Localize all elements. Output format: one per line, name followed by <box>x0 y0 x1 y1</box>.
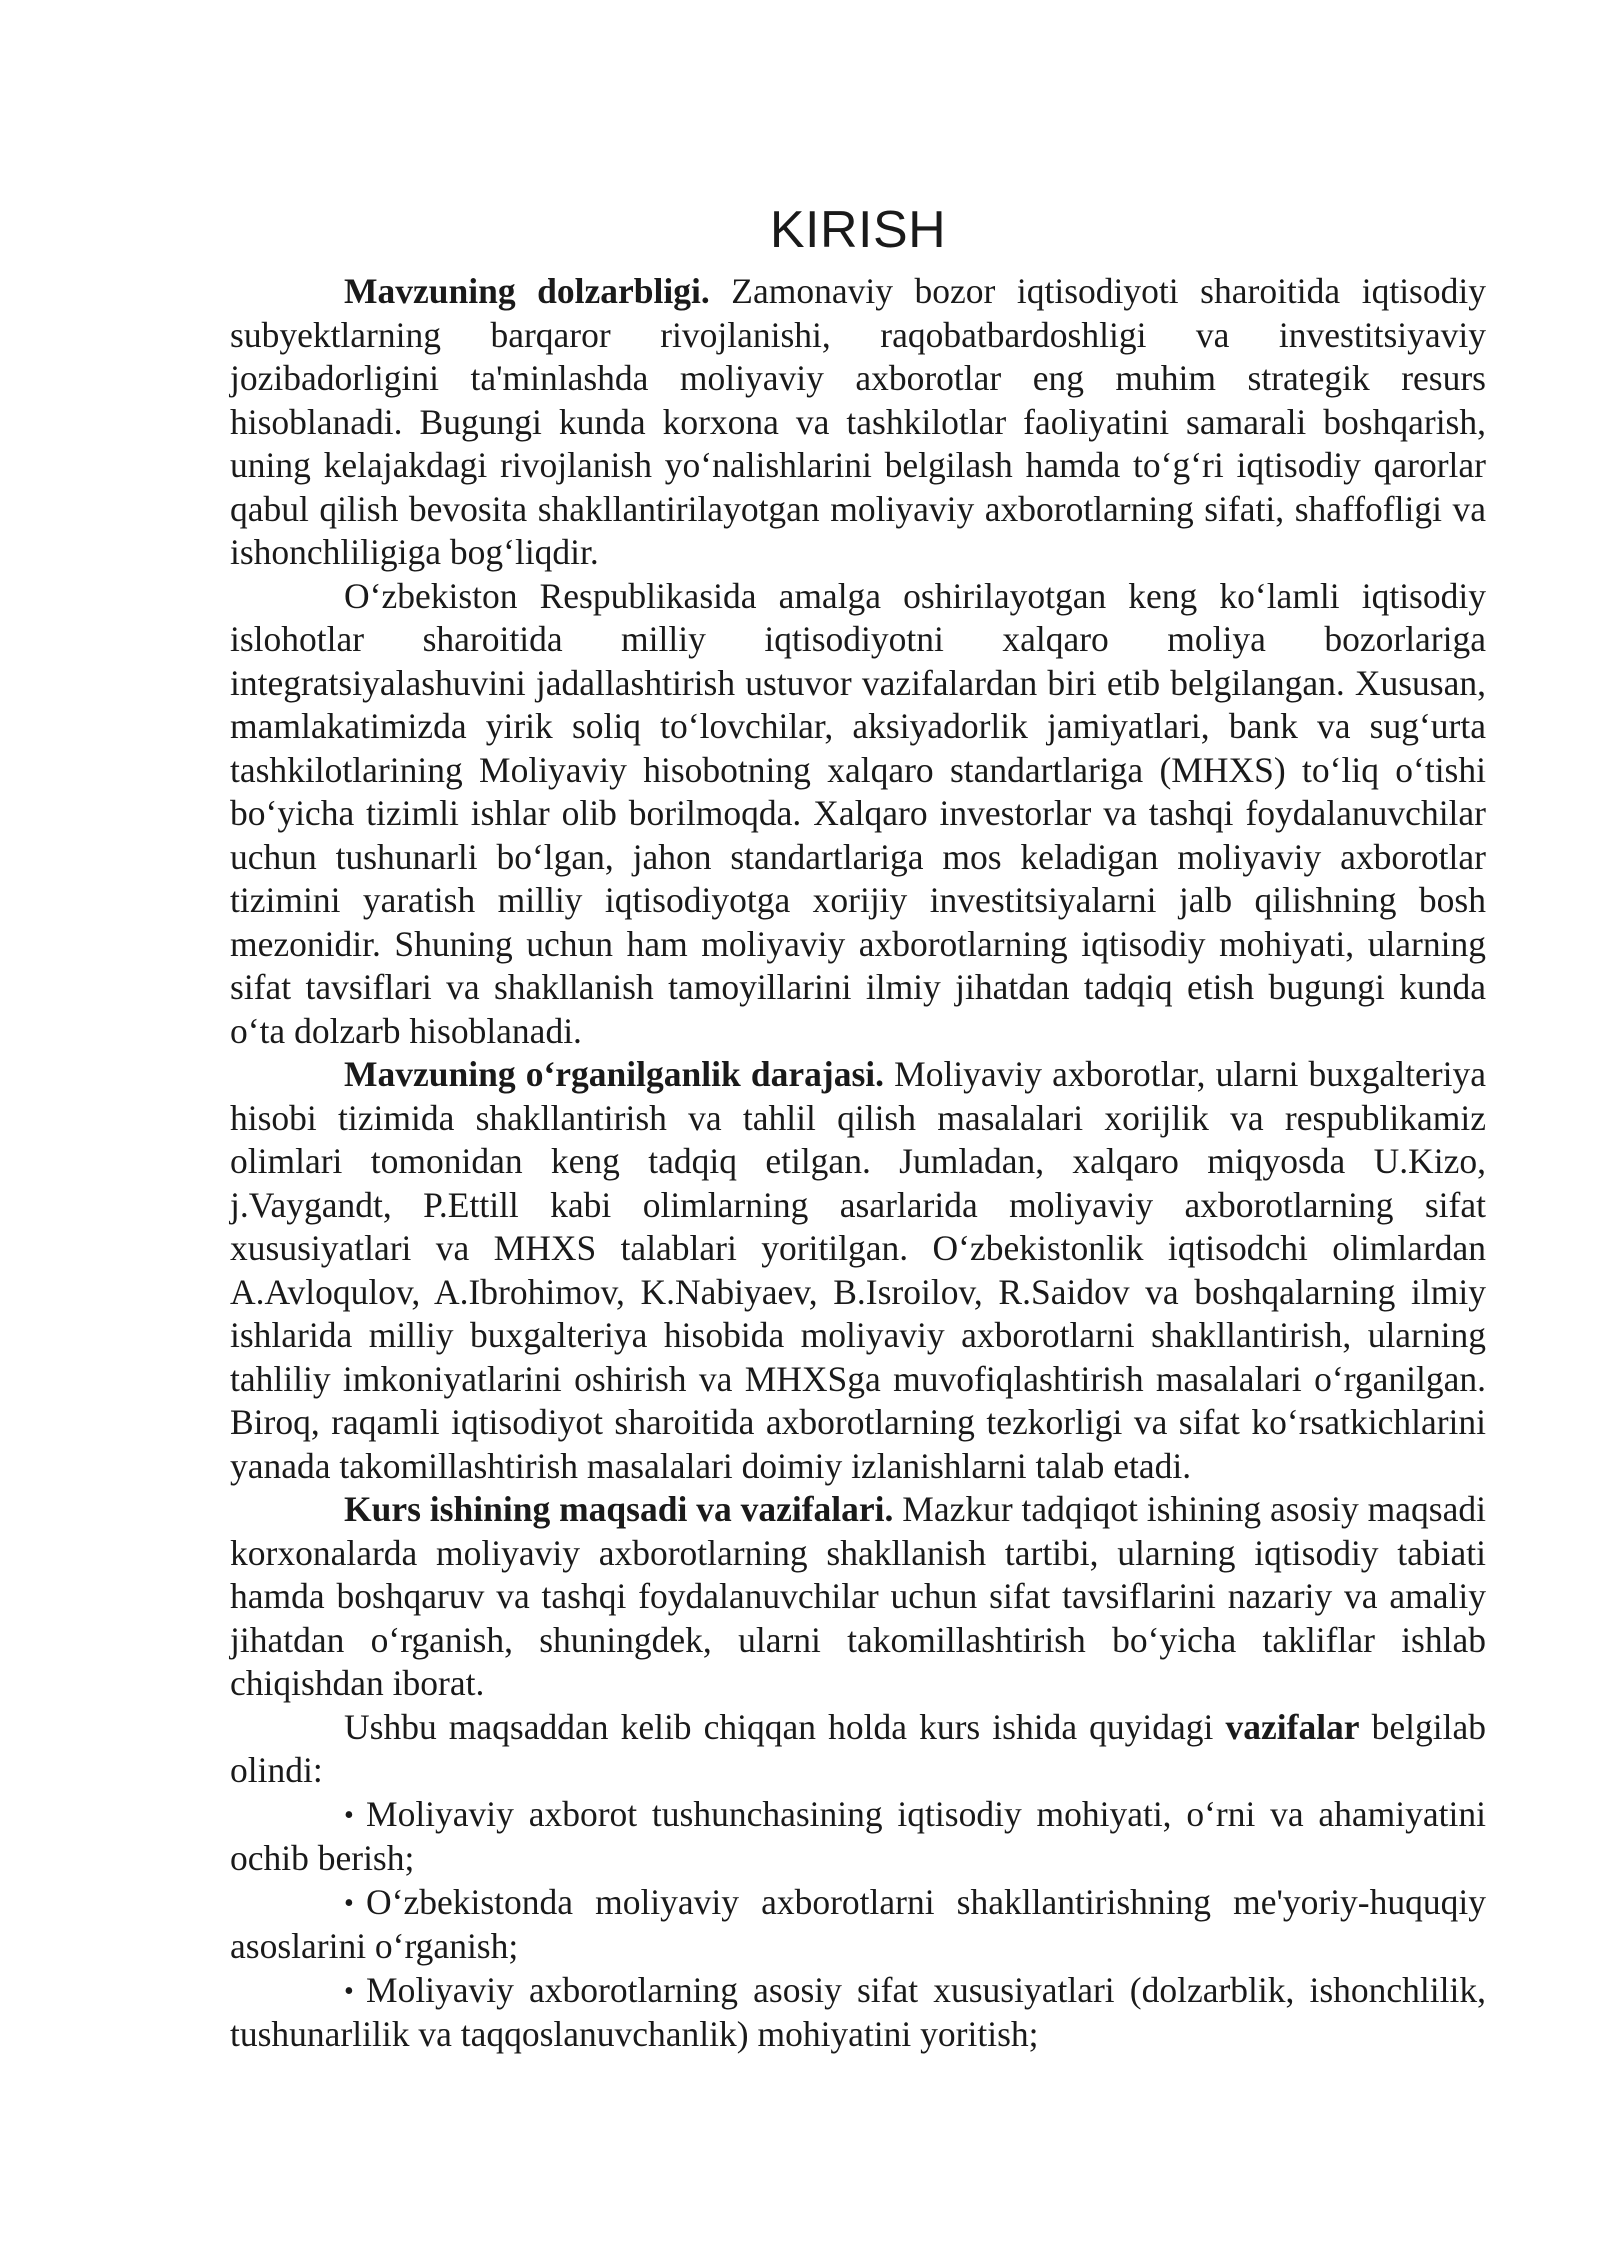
section-heading-relevance: Mavzuning dolzarbligi. <box>344 271 710 311</box>
list-item <box>230 1793 1486 1881</box>
section-heading-study-level: Mavzuning o‘rganilganlik darajasi. <box>344 1054 884 1094</box>
tasks-list <box>230 1793 1486 2057</box>
section-heading-goal: Kurs ishining maqsadi va vazifalari. <box>344 1489 894 1529</box>
paragraph-relevance <box>230 270 1486 575</box>
paragraph-goal <box>230 1488 1486 1706</box>
list-item-text: Moliyaviy axborot tushunchasining iqtisodiy mohiyati, o‘rni va ahamiyatini ochib berish; <box>230 1793 1486 1878</box>
paragraph-text: Mazkur tadqiqot ishining asosiy maqsadi korxonalarda moliyaviy axborotlarning shakllanish tartibi, ularning iqtisodiy tabiati hamda boshqaruv va tashqi foydalanuvchilar uchun sifat tavsiflarini nazariy va amaliy jihatdan o‘rganish, shuningdek, ularni takomillashtirish bo‘yicha takliflar ishlab chiqishdan iborat. <box>230 1489 1486 1703</box>
bullet-icon: • <box>344 1799 354 1831</box>
list-item-text: O‘zbekistonda moliyaviy axborotlarni shakllantirishning me'yoriy-huquqiy asoslarini o‘rganish; <box>230 1881 1486 1966</box>
paragraph-text: Moliyaviy axborotlar, ularni buxgalteriya hisobi tizimida shakllantirish va tahlil qilish masalalari xorijlik va respublikamiz olimlari tomonidan keng tadqiq etilgan. Jumladan, xalqaro miqyosda U.Kizo, j.Vaygandt, P.Ettill kabi olimlarning asarlarida moliyaviy axborotlarning sifat xususiyatlari va MHXS talablari yoritilgan. O‘zbekistonlik iqtisodchi olimlardan A.Avloqulov, A.Ibrohimov, K.Nabiyaev, B.Isroilov, R.Saidov va boshqalarning ilmiy ishlarida milliy buxgalteriya hisobida moliyaviy axborotlarni shakllantirish, ularning tahliliy imkoniyatlarini oshirish va MHXSga muvofiqlashtirish masalalari o‘rganilgan. Biroq, raqamli iqtisodiyot sharoitida axborotlarning tezkorligi va sifat ko‘rsatkichlarini yanada takomillashtirish masalalari doimiy izlanishlarni talab etadi. <box>230 1054 1486 1486</box>
bullet-icon: • <box>344 1887 354 1919</box>
paragraph-text: Ushbu maqsaddan kelib chiqqan holda kurs ishida quyidagi <box>344 1706 1226 1747</box>
paragraph-study-level <box>230 1053 1486 1488</box>
document-page <box>230 198 1486 2057</box>
bullet-icon: • <box>344 1975 354 2007</box>
tasks-keyword: vazifalar <box>1225 1706 1360 1747</box>
list-item <box>230 1881 1486 1969</box>
paragraph-reforms <box>230 575 1486 1054</box>
list-item <box>230 1969 1486 2057</box>
paragraph-text: Zamonaviy bozor iqtisodiyoti sharoitida iqtisodiy subyektlarning barqaror rivojlanishi, raqobatbardoshligi va investitsiyaviy jozibadorligini ta'minlashda moliyaviy axborotlar eng muhim strategik resurs hisoblanadi. Bugungi kunda korxona va tashkilotlar faoliyatini samarali boshqarish, uning kelajakdagi rivojlanish yo‘nalishlarini belgilash hamda to‘g‘ri iqtisodiy qarorlar qabul qilish bevosita shakllantirilayotgan moliyaviy axborotlarning sifati, shaffofligi va ishonchliligiga bog‘liqdir. <box>230 271 1486 572</box>
paragraph-tasks-intro <box>230 1706 1486 1793</box>
paragraph-text: O‘zbekiston Respublikasida amalga oshirilayotgan keng ko‘lamli iqtisodiy islohotlar sharoitida milliy iqtisodiyotni xalqaro moliya bozorlariga integratsiyalashuvini jadallashtirish ustuvor vazifalardan biri etib belgilangan. Xususan, mamlakatimizda yirik soliq to‘lovchilar, aksiyadorlik jamiyatlari, bank va sug‘urta tashkilotlarining Moliyaviy hisobotning xalqaro standartlariga (MHXS) to‘liq o‘tishi bo‘yicha tizimli ishlar olib borilmoqda. Xalqaro investorlar va tashqi foydalanuvchilar uchun tushunarli bo‘lgan, jahon standartlariga mos keladigan moliyaviy axborotlar tizimini yaratish milliy iqtisodiyotga xorijiy investitsiyalarni jalb qilishning bosh mezonidir. Shuning uchun ham moliyaviy axborotlarning iqtisodiy mohiyati, ularning sifat tavsiflari va shakllanish tamoyillarini ilmiy jihatdan tadqiq etish bugungi kunda o‘ta dolzarb hisoblanadi. <box>230 575 1486 1051</box>
list-item-text: Moliyaviy axborotlarning asosiy sifat xususiyatlari (dolzarblik, ishonchlilik, tushunarlilik va taqqoslanuvchanlik) mohiyatini yoritish; <box>230 1969 1486 2054</box>
page-title: KIRISH <box>769 201 947 259</box>
paragraph-text: belgilab olindi: <box>230 1706 1487 1790</box>
